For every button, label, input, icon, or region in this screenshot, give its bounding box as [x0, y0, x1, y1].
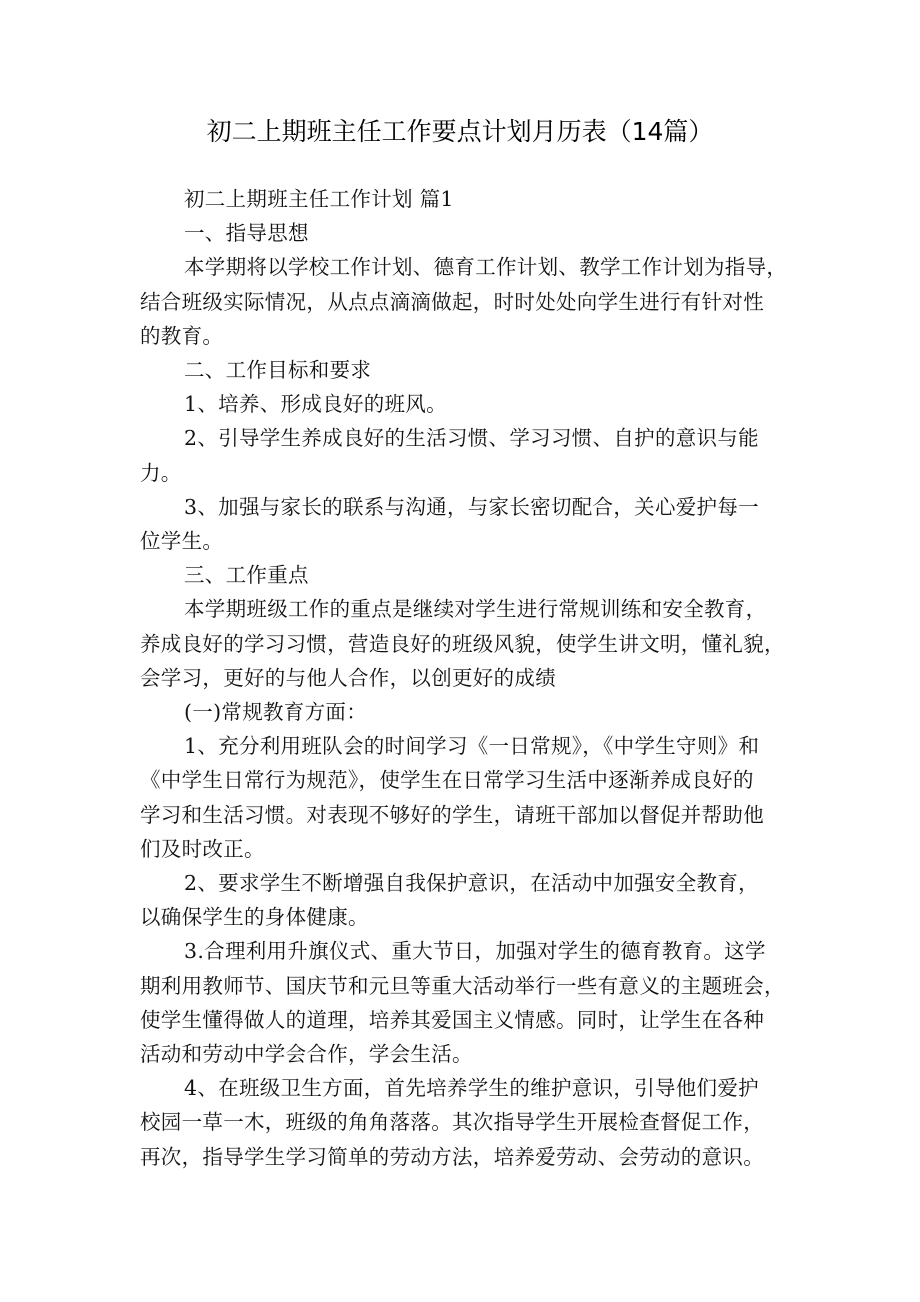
text-line: 3、加强与家长的联系与沟通，与家长密切配合，关心爱护每一 — [184, 494, 759, 519]
text-line: 使学生懂得做人的道理，培养其爱国主义情感。同时，让学生在各种 — [140, 1007, 764, 1032]
text-line: 期利用教师节、国庆节和元旦等重大活动举行一些有意义的主题班会， — [140, 973, 785, 998]
paragraph — [140, 216, 790, 250]
text-line: 初二上期班主任工作计划 篇1 — [184, 187, 454, 211]
text-line: 3.合理利用升旗仪式、重大节日，加强对学生的德育教育。这学 — [184, 939, 766, 964]
paragraph — [140, 1071, 790, 1174]
document-body — [140, 182, 790, 1174]
paragraph — [140, 421, 790, 489]
paragraph — [140, 729, 790, 866]
paragraph — [140, 866, 790, 934]
paragraph — [140, 182, 790, 216]
paragraph — [140, 353, 790, 387]
text-line: 们及时改正。 — [140, 836, 265, 861]
paragraph — [140, 387, 790, 421]
text-line: 二、工作目标和要求 — [184, 358, 372, 383]
text-line: 位学生。 — [140, 529, 224, 554]
text-line: 4、在班级卫生方面，首先培养学生的维护意识，引导他们爱护 — [184, 1076, 759, 1101]
text-line: 本学期将以学校工作计划、德育工作计划、教学工作计划为指导， — [184, 255, 788, 280]
paragraph — [140, 250, 790, 353]
text-line: 1、充分利用班队会的时间学习《一日常规》，《中学生守则》和 — [184, 734, 760, 759]
text-line: 的教育。 — [140, 323, 224, 348]
text-line: 2、引导学生养成良好的生活习惯、学习习惯、自护的意识与能 — [184, 426, 759, 451]
text-line: 本学期班级工作的重点是继续对学生进行常规训练和安全教育， — [184, 597, 767, 622]
text-line: 2、要求学生不断增强自我保护意识，在活动中加强安全教育， — [184, 871, 759, 896]
text-line: (一)常规教育方面： — [184, 700, 367, 725]
text-line: 力。 — [140, 460, 182, 485]
paragraph — [140, 934, 790, 1071]
text-line: 养成良好的学习习惯，营造良好的班级风貌，使学生讲文明，懂礼貌， — [140, 631, 785, 656]
text-line: 一、指导思想 — [184, 221, 309, 246]
text-line: 再次，指导学生学习简单的劳动方法，培养爱劳动、会劳动的意识。 — [140, 1144, 764, 1169]
paragraph — [140, 558, 790, 592]
document-title: 初二上期班主任工作要点计划月历表（14篇） — [206, 117, 714, 146]
text-line: 学习和生活习惯。对表现不够好的学生，请班干部加以督促并帮助他 — [140, 802, 764, 827]
paragraph — [140, 592, 790, 695]
text-line: 以确保学生的身体健康。 — [140, 905, 369, 930]
paragraph — [140, 695, 790, 729]
text-line: 结合班级实际情况，从点点滴滴做起，时时处处向学生进行有针对性 — [140, 289, 764, 314]
text-line: 《中学生日常行为规范》，使学生在日常学习生活中逐渐养成良好的 — [140, 768, 754, 793]
text-line: 三、工作重点 — [184, 563, 309, 588]
text-line: 活动和劳动中学会合作，学会生活。 — [140, 1042, 473, 1067]
text-line: 校园一草一木，班级的角角落落。其次指导学生开展检查督促工作， — [140, 1110, 764, 1135]
text-line: 1、培养、形成良好的班风。 — [184, 392, 447, 417]
text-line: 会学习，更好的与他人合作，以创更好的成绩 — [140, 665, 556, 690]
paragraph — [140, 490, 790, 558]
